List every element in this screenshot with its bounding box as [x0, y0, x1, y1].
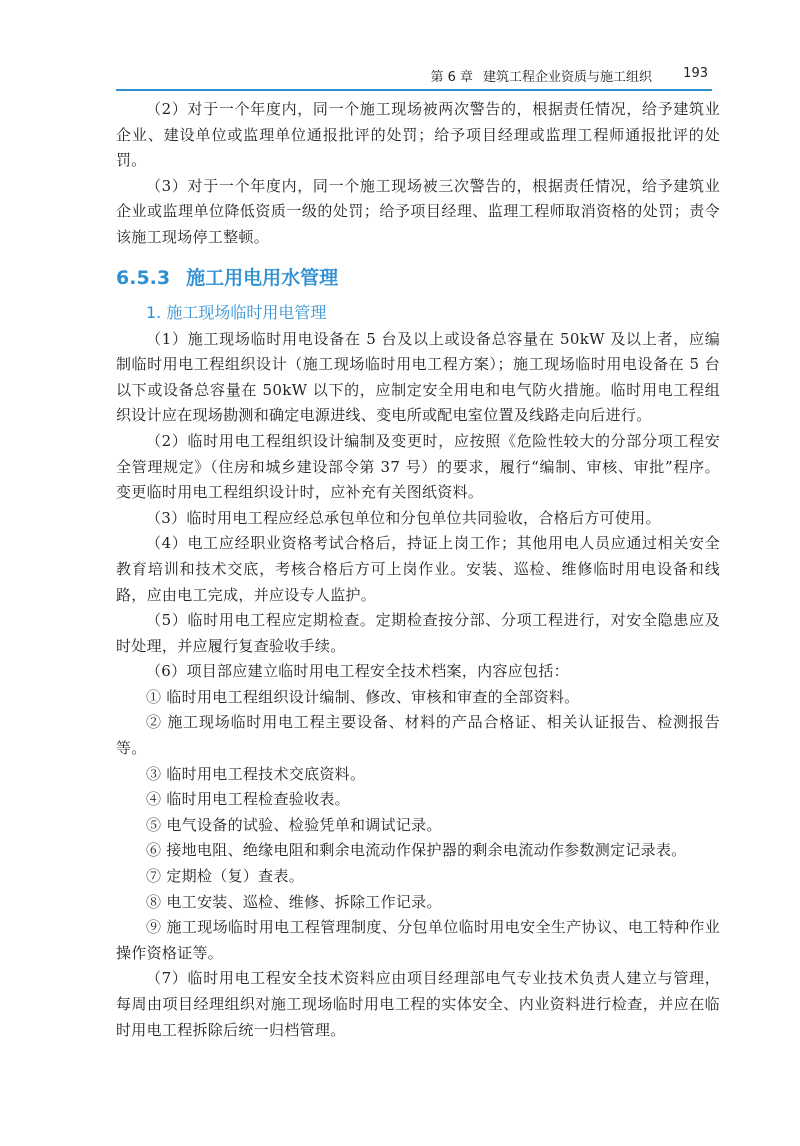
paragraph: （4）电工应经职业资格考试合格后，持证上岗工作；其他用电人员应通过相关安全教育培训和技术交底，考核合格后方可上岗作业。安装、巡检、维修临时用电设备和线路，应由电工完成，并应设专人监护。: [116, 534, 720, 604]
paragraph: （6）项目部应建立临时用电工程安全技术档案，内容应包括：: [146, 662, 569, 681]
paragraph: （7）临时用电工程安全技术资料应由项目经理部电气专业技术负责人建立与管理，每周由项目经理组织对施工现场临时用电工程的实体安全、内业资料进行检查，并应在临时用电工程拆除后统一归档管理。: [116, 969, 720, 1039]
list-item: ① 临时用电工程组织设计编制、修改、审核和审查的全部资料。: [146, 687, 580, 706]
subsection-heading: 1. 施工现场临时用电管理: [146, 302, 327, 322]
paragraph: （3）对于一个年度内，同一个施工现场被三次警告的，根据责任情况，给予建筑业企业或监理单位降低资质一级的处罚；给予项目经理、监理工程师取消资格的处罚；责令该施工现场停工整顿。: [116, 176, 720, 246]
paragraph: （5）临时用电工程应定期检查。定期检查按分部、分项工程进行，对安全隐患应及时处理，并应履行复查验收手续。: [116, 611, 720, 655]
list-item: ④ 临时用电工程检查验收表。: [146, 790, 350, 809]
list-item: ⑨ 施工现场临时用电工程管理制度、分包单位临时用电安全生产协议、电工特种作业操作资格证等。: [116, 918, 720, 962]
chapter-title: 建筑工程企业资质与施工组织: [482, 70, 652, 85]
list-item: ⑥ 接地电阻、绝缘电阻和剩余电流动作保护器的剩余电流动作参数测定记录表。: [146, 841, 687, 860]
list-item: ② 施工现场临时用电工程主要设备、材料的产品合格证、相关认证报告、检测报告等。: [116, 713, 720, 758]
section-heading: [116, 265, 720, 291]
section-number: 6.5.3: [116, 266, 171, 289]
page-body: [116, 97, 720, 1043]
list-item: ⑧ 电工安装、巡检、维修、拆除工作记录。: [146, 892, 442, 911]
paragraph: （3）临时用电工程应经总承包单位和分包单位共同验收，合格后方可使用。: [146, 508, 661, 527]
paragraph: （2）临时用电工程组织设计编制及变更时，应按照《危险性较大的分部分项工程安全管理规定》（住房和城乡建设部令第 37 号）的要求，履行“编制、审核、审批”程序。变更临时用电工程组织设计时，应补充有关图纸资料。: [116, 431, 720, 502]
paragraph: （2）对于一个年度内，同一个施工现场被两次警告的，根据责任情况，给予建筑业企业、建设单位或监理单位通报批评的处罚；给予项目经理或监理工程师通报批评的处罚。: [116, 100, 720, 170]
chapter-heading: [430, 66, 652, 85]
header-divider: [116, 89, 712, 91]
list-item: ③ 临时用电工程技术交底资料。: [146, 764, 366, 783]
page-number: 193: [683, 66, 708, 81]
chapter-number: 第 6 章: [430, 70, 473, 85]
paragraph: （1）施工现场临时用电设备在 5 台及以上或设备总容量在 50kW 及以上者，应编制临时用电工程组织设计（施工现场临时用电工程方案）；施工现场临时用电设备在 5 台以下或设备总容量在 50kW 以下的，应制定安全用电和电气防火措施。临时用电工程组织设计应在现场勘测和确定电源进线、变电所或配电室位置及线路走向后进行。: [116, 329, 720, 425]
list-item: ⑤ 电气设备的试验、检验凭单和调试记录。: [146, 815, 442, 834]
section-title: 施工用电用水管理: [186, 266, 339, 289]
running-header: [116, 66, 708, 86]
list-item: ⑦ 定期检（复）查表。: [146, 867, 305, 886]
